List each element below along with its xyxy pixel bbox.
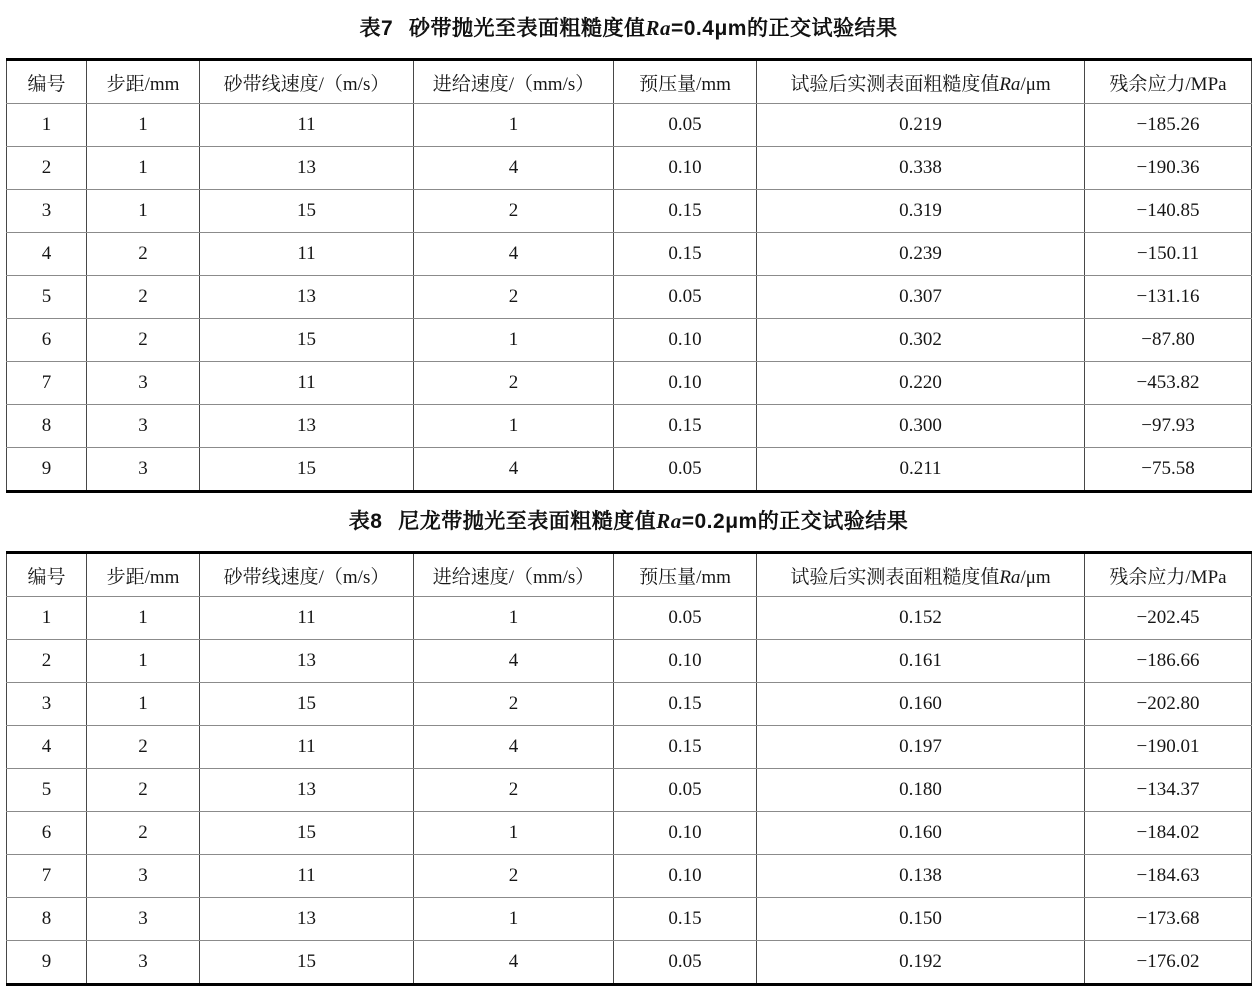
table-cell: 11 — [200, 726, 414, 769]
column-header: 残余应力/MPa — [1085, 553, 1252, 597]
table-cell: 0.05 — [614, 769, 757, 812]
table-row — [7, 855, 1252, 898]
table-row — [7, 190, 1252, 233]
table-cell: 15 — [200, 941, 414, 985]
table-cell: 13 — [200, 147, 414, 190]
table-cell: 0.152 — [757, 597, 1085, 640]
table-cell: 0.161 — [757, 640, 1085, 683]
table8-orthogonal-results — [6, 551, 1252, 986]
table-cell: −97.93 — [1085, 405, 1252, 448]
table-cell: 1 — [414, 405, 614, 448]
table-cell: 0.160 — [757, 683, 1085, 726]
table-cell: 3 — [87, 855, 200, 898]
table-cell: 3 — [87, 448, 200, 492]
table-cell: 0.150 — [757, 898, 1085, 941]
table-cell: 15 — [200, 319, 414, 362]
table7-title — [0, 13, 1257, 44]
table-cell: 4 — [414, 640, 614, 683]
table-row — [7, 683, 1252, 726]
table-cell: 0.10 — [614, 640, 757, 683]
table-cell: 11 — [200, 233, 414, 276]
table-cell: 0.192 — [757, 941, 1085, 985]
table-cell: 3 — [87, 405, 200, 448]
table-cell: −131.16 — [1085, 276, 1252, 319]
table8-title-text-post: =0.2μm的正交试验结果 — [681, 510, 909, 533]
table-cell: 0.15 — [614, 233, 757, 276]
column-header: 砂带线速度/（m/s） — [200, 553, 414, 597]
table-cell: 1 — [7, 597, 87, 640]
table-cell: −140.85 — [1085, 190, 1252, 233]
table-cell: 2 — [414, 362, 614, 405]
table-cell: 0.05 — [614, 448, 757, 492]
column-header: 步距/mm — [87, 553, 200, 597]
table-cell: 13 — [200, 769, 414, 812]
table-row — [7, 812, 1252, 855]
table-cell: 15 — [200, 190, 414, 233]
table-row — [7, 147, 1252, 190]
table-cell: 0.05 — [614, 276, 757, 319]
table-row — [7, 104, 1252, 147]
table-row — [7, 362, 1252, 405]
table-cell: 9 — [7, 941, 87, 985]
table-cell: 4 — [414, 726, 614, 769]
table-cell: 3 — [87, 898, 200, 941]
table-row — [7, 448, 1252, 492]
table-cell: 0.197 — [757, 726, 1085, 769]
table-cell: −202.45 — [1085, 597, 1252, 640]
table-cell: 3 — [7, 190, 87, 233]
table8-title-ra-symbol: Ra — [656, 509, 682, 533]
column-header: 砂带线速度/（m/s） — [200, 60, 414, 104]
table-cell: 2 — [7, 147, 87, 190]
table7-title-text: 砂带抛光至表面粗糙度值 — [408, 17, 646, 40]
column-header: 预压量/mm — [614, 553, 757, 597]
table-cell: 11 — [200, 597, 414, 640]
table-cell: 0.15 — [614, 683, 757, 726]
table-cell: 2 — [87, 233, 200, 276]
table-cell: 0.05 — [614, 597, 757, 640]
table-cell: 11 — [200, 104, 414, 147]
table-cell: 7 — [7, 855, 87, 898]
table8-body — [7, 597, 1252, 985]
column-header: 编号 — [7, 553, 87, 597]
table-cell: 3 — [7, 683, 87, 726]
table-cell: 13 — [200, 898, 414, 941]
column-header: 编号 — [7, 60, 87, 104]
table-cell: −173.68 — [1085, 898, 1252, 941]
table-cell: 0.15 — [614, 726, 757, 769]
table-row — [7, 898, 1252, 941]
table-cell: 8 — [7, 898, 87, 941]
table-cell: 4 — [414, 941, 614, 985]
table-cell: 1 — [414, 812, 614, 855]
table-cell: −176.02 — [1085, 941, 1252, 985]
table-cell: 13 — [200, 405, 414, 448]
table7-orthogonal-results — [6, 58, 1252, 493]
table-cell: 0.220 — [757, 362, 1085, 405]
table-cell: 8 — [7, 405, 87, 448]
table8-title-text: 尼龙带抛光至表面粗糙度值 — [398, 510, 657, 533]
table-cell: 2 — [414, 769, 614, 812]
table-cell: −75.58 — [1085, 448, 1252, 492]
table-cell: 0.180 — [757, 769, 1085, 812]
table7-header — [7, 60, 1252, 104]
document-page — [0, 13, 1257, 986]
table-cell: 2 — [7, 640, 87, 683]
table-cell: 4 — [414, 233, 614, 276]
table-cell: 5 — [7, 276, 87, 319]
table-cell: −134.37 — [1085, 769, 1252, 812]
table-cell: 13 — [200, 276, 414, 319]
table-row — [7, 597, 1252, 640]
table-cell: 1 — [414, 319, 614, 362]
table-cell: 11 — [200, 362, 414, 405]
table-cell: 5 — [7, 769, 87, 812]
table-cell: 2 — [87, 812, 200, 855]
column-header: 试验后实测表面粗糙度值Ra/μm — [757, 60, 1085, 104]
table-cell: 0.338 — [757, 147, 1085, 190]
table-cell: 2 — [414, 276, 614, 319]
table8-title — [0, 506, 1257, 537]
table-cell: −184.02 — [1085, 812, 1252, 855]
table-cell: 4 — [414, 147, 614, 190]
table-row — [7, 276, 1252, 319]
table-cell: 0.15 — [614, 405, 757, 448]
table7-number: 表7 — [359, 17, 394, 40]
table-cell: 0.15 — [614, 190, 757, 233]
table-row — [7, 233, 1252, 276]
table-cell: 0.10 — [614, 147, 757, 190]
table-cell: 1 — [87, 147, 200, 190]
table-cell: 0.10 — [614, 362, 757, 405]
table-row — [7, 640, 1252, 683]
table-cell: 13 — [200, 640, 414, 683]
table-cell: 3 — [87, 941, 200, 985]
table-row — [7, 319, 1252, 362]
table-cell: 1 — [87, 640, 200, 683]
table-row — [7, 941, 1252, 985]
table-cell: 0.239 — [757, 233, 1085, 276]
table8-section — [0, 506, 1257, 986]
table-cell: 1 — [87, 104, 200, 147]
table-cell: 0.10 — [614, 812, 757, 855]
table-cell: 3 — [87, 362, 200, 405]
table-cell: −190.01 — [1085, 726, 1252, 769]
table-cell: −186.66 — [1085, 640, 1252, 683]
table-cell: 1 — [414, 898, 614, 941]
table-cell: 2 — [414, 190, 614, 233]
table-cell: 2 — [87, 319, 200, 362]
table-cell: −150.11 — [1085, 233, 1252, 276]
table7-section — [0, 13, 1257, 493]
table-cell: 0.211 — [757, 448, 1085, 492]
table-cell: 0.05 — [614, 941, 757, 985]
table-cell: −453.82 — [1085, 362, 1252, 405]
column-header: 步距/mm — [87, 60, 200, 104]
table-cell: 11 — [200, 855, 414, 898]
table-cell: 2 — [414, 855, 614, 898]
table-cell: 0.302 — [757, 319, 1085, 362]
table-cell: −184.63 — [1085, 855, 1252, 898]
table-row — [7, 405, 1252, 448]
table-cell: −185.26 — [1085, 104, 1252, 147]
table-cell: 4 — [7, 233, 87, 276]
table-row — [7, 726, 1252, 769]
table-cell: 6 — [7, 319, 87, 362]
table-cell: 15 — [200, 448, 414, 492]
table-cell: 7 — [7, 362, 87, 405]
table8-number: 表8 — [348, 510, 383, 533]
table-cell: 2 — [87, 769, 200, 812]
table-cell: 0.160 — [757, 812, 1085, 855]
table8-header — [7, 553, 1252, 597]
table-cell: 0.300 — [757, 405, 1085, 448]
column-header: 预压量/mm — [614, 60, 757, 104]
table7-title-ra-symbol: Ra — [645, 16, 671, 40]
column-header: 试验后实测表面粗糙度值Ra/μm — [757, 553, 1085, 597]
table-cell: 2 — [414, 683, 614, 726]
table-cell: 6 — [7, 812, 87, 855]
table-cell: 15 — [200, 683, 414, 726]
table-cell: 0.10 — [614, 855, 757, 898]
table-cell: 4 — [7, 726, 87, 769]
table-cell: −202.80 — [1085, 683, 1252, 726]
table-cell: 1 — [414, 597, 614, 640]
table-cell: 4 — [414, 448, 614, 492]
table-cell: 0.219 — [757, 104, 1085, 147]
table-cell: 0.05 — [614, 104, 757, 147]
table-cell: 1 — [414, 104, 614, 147]
header-row — [7, 60, 1252, 104]
table-cell: −87.80 — [1085, 319, 1252, 362]
table7-body — [7, 104, 1252, 492]
table-cell: 15 — [200, 812, 414, 855]
column-header: 进给速度/（mm/s） — [414, 553, 614, 597]
table-cell: 2 — [87, 276, 200, 319]
table-cell: 0.307 — [757, 276, 1085, 319]
table-cell: 1 — [87, 683, 200, 726]
column-header: 残余应力/MPa — [1085, 60, 1252, 104]
table-cell: 2 — [87, 726, 200, 769]
table-cell: 1 — [7, 104, 87, 147]
table-row — [7, 769, 1252, 812]
table-cell: 1 — [87, 597, 200, 640]
header-row — [7, 553, 1252, 597]
table-cell: −190.36 — [1085, 147, 1252, 190]
table-cell: 0.15 — [614, 898, 757, 941]
table7-title-text-post: =0.4μm的正交试验结果 — [670, 17, 898, 40]
table-cell: 9 — [7, 448, 87, 492]
table-cell: 0.319 — [757, 190, 1085, 233]
table-cell: 0.10 — [614, 319, 757, 362]
table-cell: 0.138 — [757, 855, 1085, 898]
column-header: 进给速度/（mm/s） — [414, 60, 614, 104]
table-cell: 1 — [87, 190, 200, 233]
